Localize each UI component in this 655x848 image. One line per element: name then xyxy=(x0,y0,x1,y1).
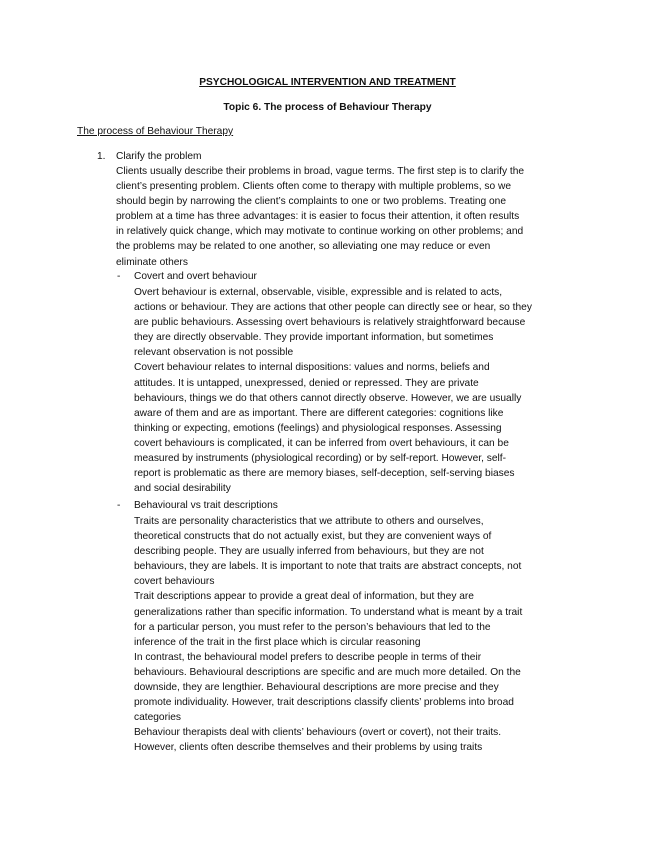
text-line: inference of the trait in the first place which is circular reasoning xyxy=(134,636,421,648)
text-line: Covert behaviour relates to internal dispositions: values and norms, beliefs and xyxy=(134,362,490,374)
text-line: report is problematic as there are memory biases, self-deception, self-serving biases xyxy=(134,468,515,480)
text-line: downside, they are lengthier. Behavioural descriptions are more precise and they xyxy=(134,682,499,694)
clarify-problem-paragraph xyxy=(116,164,524,270)
text-line: they are directly observable. They provide important information, but sometimes xyxy=(134,332,494,344)
text-line: the problems may be related to one another, so alleviating one may reduce or even xyxy=(116,241,491,253)
text-line: describing people. They are usually inferred from behaviours, but they are not xyxy=(134,546,484,558)
bullet-dash: - xyxy=(117,500,121,511)
text-line: Traits are personality characteristics that we attribute to others and ourselves, xyxy=(134,516,484,527)
text-line: However, clients often describe themselves and their problems by using traits xyxy=(134,742,483,754)
text-line: behaviours, they are labels. It is important to note that traits are abstract concepts, not xyxy=(134,561,522,573)
text-line: theoretical constructs that do not actually exist, but they are convenient ways of xyxy=(134,531,492,543)
text-line: in relatively quick change, which may motivate to continue working on other problems; and xyxy=(116,226,524,238)
text-line: measured by instruments (physiological recording) or by self-report. However, self- xyxy=(134,453,506,465)
text-line: thinking or expecting, emotions (feelings) and physiological responses. Assessing xyxy=(134,422,502,434)
text-line: problem at a time has three advantages: it is easier to focus their attention, it often results xyxy=(116,211,520,223)
text-line: for a particular person, you must refer to the person’s behaviours that led to the xyxy=(134,621,491,633)
subheading-behavioural-trait: Behavioural vs trait descriptions xyxy=(134,500,278,511)
text-line: generalizations rather than specific information. To understand what is meant by a trait xyxy=(134,606,523,618)
document-title: PSYCHOLOGICAL INTERVENTION AND TREATMENT xyxy=(199,77,456,88)
topic-subtitle: Topic 6. The process of Behaviour Therapy xyxy=(223,102,432,113)
text-line: aware of them and are as important. There are different categories: cognitions like xyxy=(134,407,504,419)
list-number: 1. xyxy=(97,151,106,162)
bullet-dash: - xyxy=(117,271,121,282)
section-heading: The process of Behaviour Therapy xyxy=(77,126,234,137)
covert-overt-paragraph xyxy=(134,285,532,496)
text-line: and social desirability xyxy=(134,483,231,495)
text-line: promote individuality. However, trait descriptions classify clients’ problems into broad xyxy=(134,697,514,709)
subheading-covert-overt: Covert and overt behaviour xyxy=(134,271,257,282)
text-line: are public behaviours. Assessing overt behaviours is relatively straightforward because xyxy=(134,317,526,329)
text-line: behaviours. Behavioural descriptions are specific and are much more detailed. On the xyxy=(134,666,521,678)
text-line: Behaviour therapists deal with clients’ behaviours (overt or covert), not their traits. xyxy=(134,727,502,739)
text-line: Clients usually describe their problems in broad, vague terms. The first step is to clarify the xyxy=(116,166,525,177)
text-line: covert behaviours is complicated, it can be inferred from overt behaviours, it can be xyxy=(134,437,509,449)
text-line: actions or behaviour. They are actions that other people can directly see or hear, so they xyxy=(134,302,532,314)
text-line: covert behaviours xyxy=(134,576,215,588)
list-item-heading: Clarify the problem xyxy=(116,151,202,162)
text-line: In contrast, the behavioural model prefers to describe people in terms of their xyxy=(134,651,482,663)
text-line: should begin by narrowing the client’s complaints to one or two problems. Treating one xyxy=(116,196,506,208)
text-line: eliminate others xyxy=(116,256,188,268)
text-line: behaviours, things we do that others cannot directly observe. However, we are usually xyxy=(134,392,522,404)
text-line: Trait descriptions appear to provide a great deal of information, but they are xyxy=(134,591,474,603)
text-line: Overt behaviour is external, observable, visible, expressible and is related to acts, xyxy=(134,287,503,298)
text-line: categories xyxy=(134,712,182,724)
behavioural-trait-paragraph xyxy=(134,514,522,756)
text-line: attitudes. It is untapped, unexpressed, denied or repressed. They are private xyxy=(134,377,479,389)
text-line: client’s presenting problem. Clients often come to therapy with multiple problems, so we xyxy=(116,181,512,193)
text-line: relevant observation is not possible xyxy=(134,347,294,359)
